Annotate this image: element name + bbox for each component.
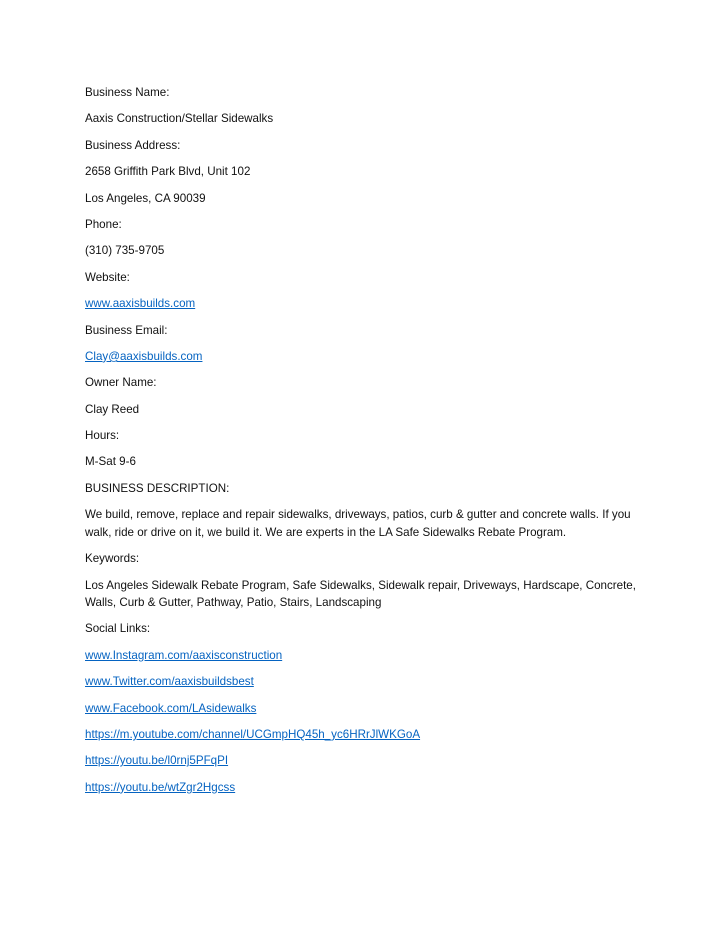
youtube-channel-link[interactable]: https://m.youtube.com/channel/UCGmpHQ45h_yc6HRrJlWKGoA	[85, 727, 421, 741]
facebook-link[interactable]: www.Facebook.com/LAsidewalks	[85, 701, 257, 715]
keywords-label: Keywords:	[85, 552, 140, 566]
owner-label: Owner Name:	[85, 376, 157, 390]
social-links-label: Social Links:	[85, 622, 151, 636]
youtube-video-link-1[interactable]: https://youtu.be/l0rnj5PFqPI	[85, 754, 229, 768]
website-link[interactable]: www.aaxisbuilds.com	[85, 297, 196, 311]
business-name: Aaxis Construction/Stellar Sidewalks	[85, 112, 274, 126]
description-label: BUSINESS DESCRIPTION:	[85, 481, 230, 495]
website-label: Website:	[85, 270, 130, 284]
twitter-link[interactable]: www.Twitter.com/aaxisbuildsbest	[85, 675, 254, 689]
email-link[interactable]: Clay@aaxisbuilds.com	[85, 349, 203, 363]
email-label: Business Email:	[85, 323, 168, 337]
keywords-text: Los Angeles Sidewalk Rebate Program, Safe Sidewalks, Sidewalk repair, Driveways, Hardscape, Concrete, Walls, Curb & Gutter, Pathway, Patio, Stairs, Landscaping	[85, 578, 636, 610]
instagram-link[interactable]: www.Instagram.com/aaxisconstruction	[85, 648, 283, 662]
hours-value: M-Sat 9-6	[85, 455, 136, 469]
phone-label: Phone:	[85, 217, 122, 231]
description-text: We build, remove, replace and repair sidewalks, driveways, patios, curb & gutter and concrete walls. If you walk, ride or drive on it, we build it. We are experts in the LA Safe Sidewalks Rebate Program.	[85, 508, 631, 539]
business-address-label: Business Address:	[85, 138, 181, 152]
business-name-label: Business Name:	[85, 86, 170, 99]
address-line-2: Los Angeles, CA 90039	[85, 191, 206, 205]
address-line-1: 2658 Griffith Park Blvd, Unit 102	[85, 165, 251, 179]
hours-label: Hours:	[85, 429, 120, 443]
document-body	[85, 84, 645, 805]
owner-name: Clay Reed	[85, 402, 140, 416]
phone-number: (310) 735-9705	[85, 244, 165, 258]
youtube-video-link-2[interactable]: https://youtu.be/wtZgr2Hgcss	[85, 780, 236, 794]
